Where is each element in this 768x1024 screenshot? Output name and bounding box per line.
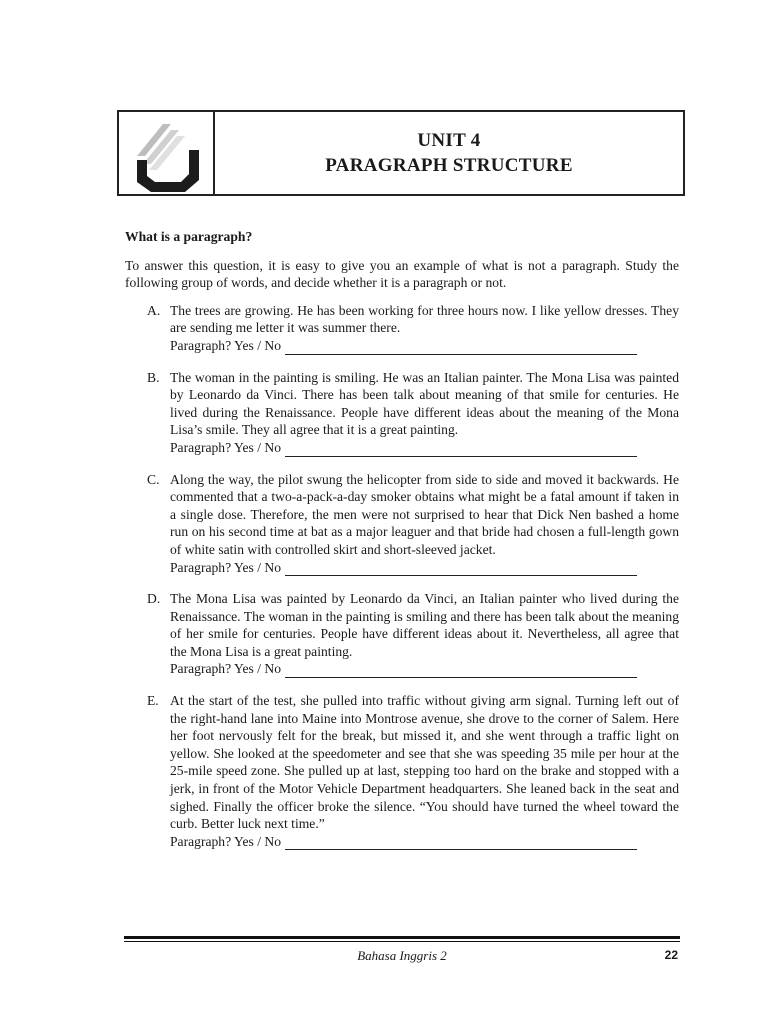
unit-header-box — [117, 110, 685, 196]
exercise-text: At the start of the test, she pulled into traffic without giving arm signal. Turning left out of the right-hand lane into Maine into Montrose avenue, she drove to the corner of Salem. Here her foot nervously felt for the break, but missed it, and she went through a traffic light on yellow. She looked at the speedometer and see that she was speeding 35 mile per hour at the 25-mile speed zone. She pulled up at last, stepping too hard on the brake and stopped with a jerk, in front of the Motor Vehicle Department headquarters. She leaned back in the seat and sighed. Finally the officer broke the silence. “You should have turned the wheel toward the curb. Better luck next time.” — [170, 693, 679, 832]
answer-blank[interactable] — [285, 340, 637, 355]
exercise-e — [125, 692, 679, 850]
answer-blank[interactable] — [285, 835, 637, 850]
unit-title: PARAGRAPH STRUCTURE — [325, 155, 573, 176]
section-heading: What is a paragraph? — [125, 229, 253, 244]
answer-line — [170, 337, 679, 355]
exercise-text: The woman in the painting is smiling. He was an Italian painter. The Mona Lisa was painted by Leonardo da Vinci. There has been talk about meaning of that smile for centuries. He lived during the Renaissance. People have different ideas about the meaning of the Mona Lisa’s smile. They all agree that it is a great painting. — [170, 369, 679, 438]
answer-prompt: Paragraph? Yes / No — [170, 337, 281, 353]
logo-cell — [119, 112, 215, 194]
answer-prompt: Paragraph? Yes / No — [170, 833, 281, 849]
footer-divider-thick — [124, 936, 680, 939]
answer-prompt: Paragraph? Yes / No — [170, 559, 281, 575]
exercise-b — [125, 369, 679, 457]
exercise-letter: D. — [147, 591, 161, 607]
answer-blank[interactable] — [285, 663, 637, 678]
title-cell — [215, 112, 683, 194]
exercise-letter: E. — [147, 693, 159, 709]
answer-line — [170, 439, 679, 457]
answer-blank[interactable] — [285, 442, 637, 457]
exercise-letter: B. — [147, 369, 160, 385]
page-number: 22 — [664, 948, 678, 962]
exercise-d — [125, 590, 679, 678]
exercise-letter: C. — [147, 471, 160, 487]
answer-blank[interactable] — [285, 561, 637, 576]
answer-line — [170, 660, 679, 678]
page-footer — [124, 936, 680, 964]
answer-line — [170, 559, 679, 577]
exercise-a — [125, 302, 679, 355]
footer-book-title: Bahasa Inggris 2 — [357, 948, 447, 963]
exercise-c — [125, 471, 679, 577]
exercise-letter: A. — [147, 302, 161, 318]
section-intro: To answer this question, it is easy to give you an example of what is not a paragraph. Study the following group of words, and decide whether it is a paragraph or not. — [125, 257, 679, 291]
answer-prompt: Paragraph? Yes / No — [170, 439, 281, 455]
unit-number: UNIT 4 — [417, 130, 481, 151]
answer-line — [170, 833, 679, 851]
main-content — [125, 228, 679, 864]
exercise-text: The Mona Lisa was painted by Leonardo da Vinci, an Italian painter who lived during the Renaissance. The woman in the painting is smiling and there has been talk about the meaning of her smile for centuries. People have different ideas about it. Nevertheless, all agree that the Mona Lisa is a great painting. — [170, 591, 679, 659]
answer-prompt: Paragraph? Yes / No — [170, 661, 281, 677]
exercise-text: The trees are growing. He has been working for three hours now. I like yellow dresses. They are sending me letter it was summer there. — [170, 302, 679, 336]
exercise-text: Along the way, the pilot swung the helicopter from side to side and moved it backwards. He commented that a two-a-pack-a-day smoker obtains what might be a fatal amount if taken in a single dose. Therefore, the men were not surprised to hear that Dick Nen bashed a home run on his second time at bat as a major leaguer and that bride had chosen a full-length gown of white satin with controlled skirt and short-sleeved jacket. — [170, 471, 679, 557]
unit-logo-icon — [127, 116, 207, 194]
